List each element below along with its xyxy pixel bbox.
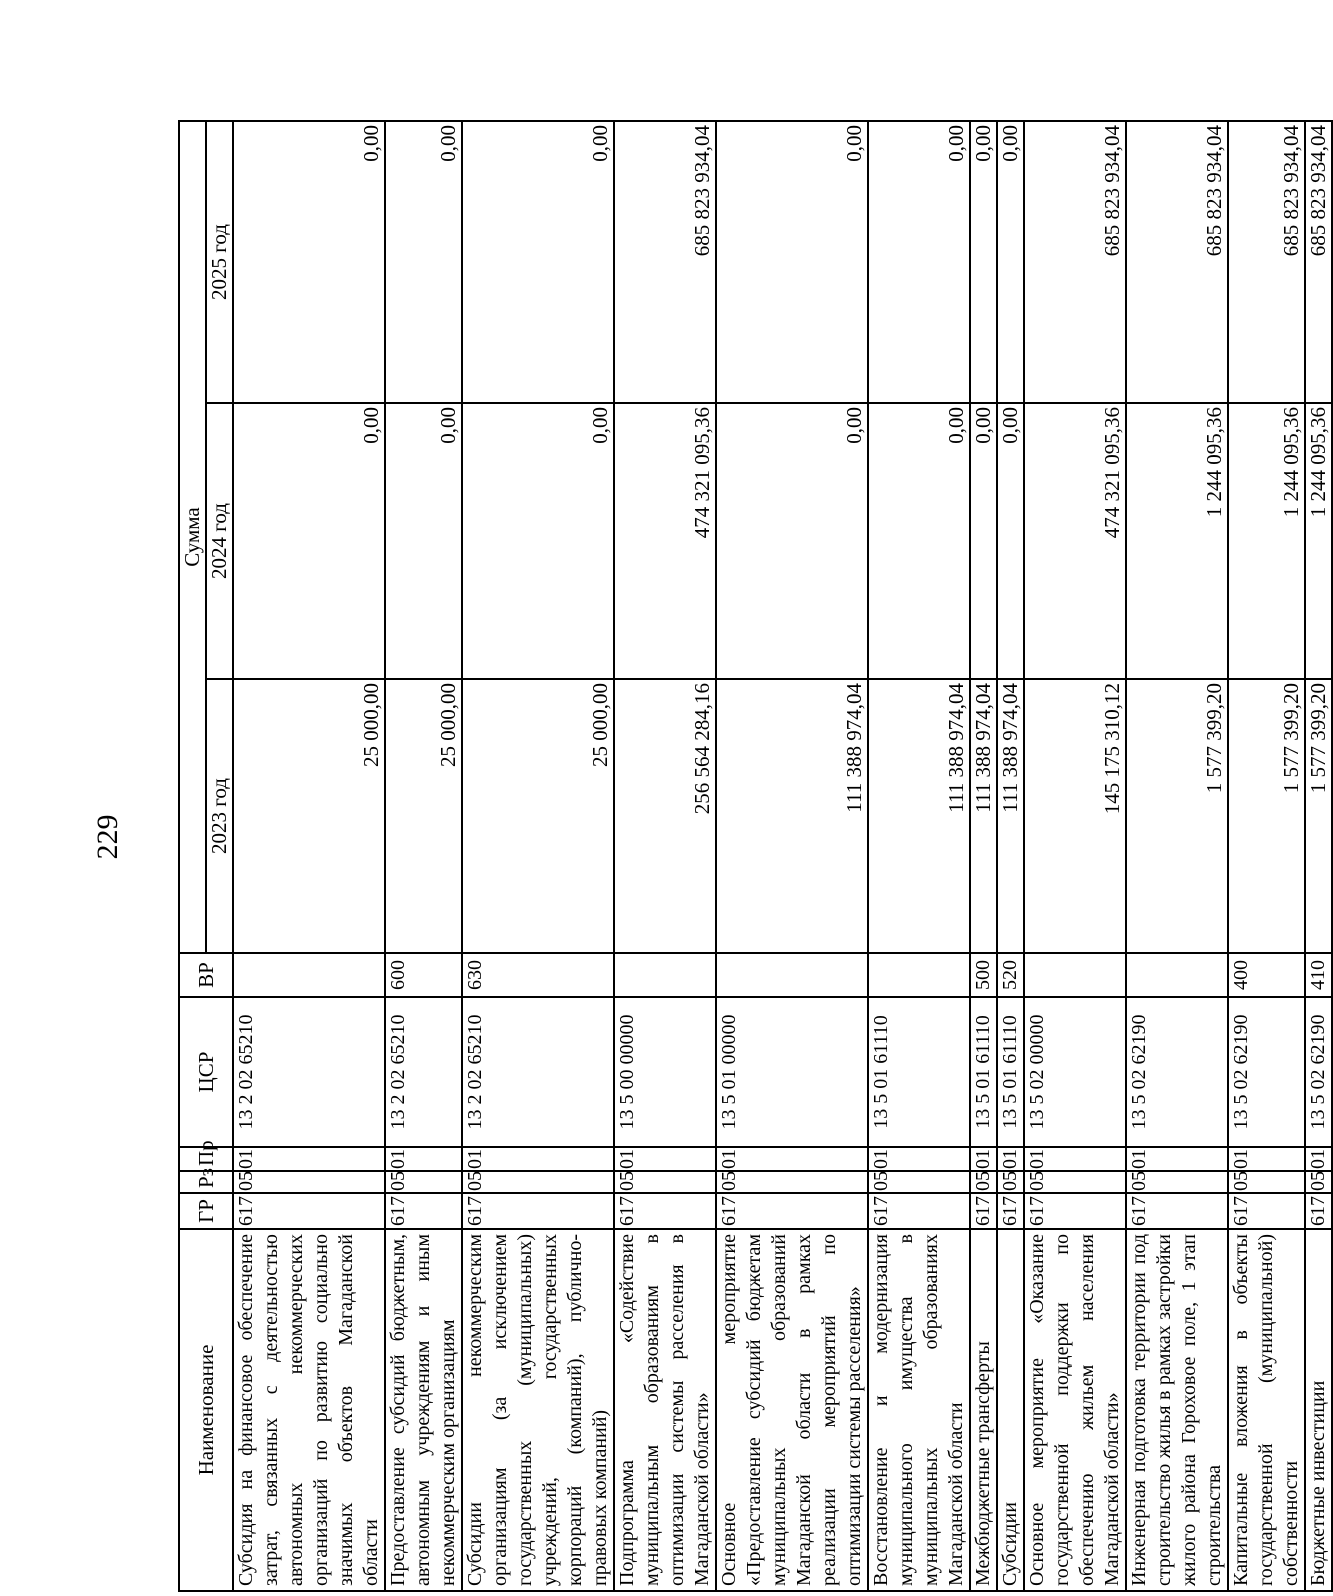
row-name: Субсидия на финансовое обеспечение затрат, связанных с деятельностью автономных некоммерческих организаций по развитию социально значимых объектов Магаданской области <box>233 1229 385 1591</box>
row-csr: 13 5 02 62190 <box>1228 997 1305 1147</box>
row-sum-2023: 111 388 974,04 <box>997 679 1024 953</box>
budget-table <box>178 120 1333 1592</box>
row-gr: 617 <box>970 1193 997 1229</box>
header-2023: 2023 год <box>206 679 233 953</box>
row-name: Межбюджетные трансферты <box>970 1229 997 1591</box>
row-sum-2023: 25 000,00 <box>462 679 614 953</box>
table-row <box>1228 121 1305 1591</box>
row-sum-2025: 0,00 <box>997 121 1024 403</box>
row-pr: 01 <box>1024 1147 1126 1171</box>
header-2024: 2024 год <box>206 403 233 679</box>
table-row <box>385 121 462 1591</box>
row-csr: 13 5 02 62190 <box>1126 997 1228 1147</box>
row-name: Субсидии <box>997 1229 1024 1591</box>
row-sum-2023: 256 564 284,16 <box>614 679 716 953</box>
row-rz: 05 <box>868 1171 970 1193</box>
row-rz: 05 <box>1305 1171 1332 1193</box>
rotated-table-wrapper <box>178 122 1330 1592</box>
row-sum-2024: 1 244 095,36 <box>1126 403 1228 679</box>
row-sum-2023: 111 388 974,04 <box>970 679 997 953</box>
row-sum-2023: 111 388 974,04 <box>716 679 868 953</box>
row-gr: 617 <box>1024 1193 1126 1229</box>
row-rz: 05 <box>614 1171 716 1193</box>
row-sum-2023: 1 577 399,20 <box>1305 679 1332 953</box>
row-sum-2023: 145 175 310,12 <box>1024 679 1126 953</box>
row-sum-2025: 0,00 <box>385 121 462 403</box>
row-gr: 617 <box>233 1193 385 1229</box>
row-sum-2025: 685 823 934,04 <box>1305 121 1332 403</box>
row-pr: 01 <box>462 1147 614 1171</box>
header-gr: ГР <box>179 1193 233 1229</box>
row-vr <box>233 953 385 997</box>
row-pr: 01 <box>614 1147 716 1171</box>
row-gr: 617 <box>614 1193 716 1229</box>
table-row <box>1126 121 1228 1591</box>
row-name: Восстановление и модернизация муниципального имущества в муниципальных образованиях Магаданской области <box>868 1229 970 1591</box>
row-rz: 05 <box>716 1171 868 1193</box>
row-vr: 630 <box>462 953 614 997</box>
table-row <box>233 121 385 1591</box>
row-name: Подпрограмма «Содействие муниципальным образованиям в оптимизации системы расселения в Магаданской области» <box>614 1229 716 1591</box>
row-vr: 410 <box>1305 953 1332 997</box>
row-sum-2024: 1 244 095,36 <box>1305 403 1332 679</box>
row-pr: 01 <box>1126 1147 1228 1171</box>
row-pr: 01 <box>385 1147 462 1171</box>
row-pr: 01 <box>716 1147 868 1171</box>
row-vr: 500 <box>970 953 997 997</box>
row-pr: 01 <box>1228 1147 1305 1171</box>
row-gr: 617 <box>1228 1193 1305 1229</box>
row-sum-2023: 25 000,00 <box>233 679 385 953</box>
row-vr <box>868 953 970 997</box>
table-row <box>462 121 614 1591</box>
header-sum: Сумма <box>179 121 206 953</box>
row-gr: 617 <box>997 1193 1024 1229</box>
row-sum-2024: 474 321 095,36 <box>1024 403 1126 679</box>
header-rz: Рз <box>179 1171 233 1193</box>
table-row <box>614 121 716 1591</box>
header-2025: 2025 год <box>206 121 233 403</box>
row-sum-2025: 0,00 <box>462 121 614 403</box>
row-rz: 05 <box>1228 1171 1305 1193</box>
row-vr <box>614 953 716 997</box>
row-sum-2025: 0,00 <box>233 121 385 403</box>
row-sum-2023: 1 577 399,20 <box>1228 679 1305 953</box>
row-pr: 01 <box>970 1147 997 1171</box>
row-csr: 13 5 01 61110 <box>868 997 970 1147</box>
table-row <box>1024 121 1126 1591</box>
row-sum-2025: 685 823 934,04 <box>1228 121 1305 403</box>
row-gr: 617 <box>462 1193 614 1229</box>
header-vr: ВР <box>179 953 233 997</box>
row-pr: 01 <box>1305 1147 1332 1171</box>
row-vr <box>716 953 868 997</box>
row-sum-2025: 685 823 934,04 <box>1126 121 1228 403</box>
row-csr: 13 5 02 00000 <box>1024 997 1126 1147</box>
table-row <box>868 121 970 1591</box>
row-vr: 600 <box>385 953 462 997</box>
row-pr: 01 <box>233 1147 385 1171</box>
row-csr: 13 2 02 65210 <box>233 997 385 1147</box>
row-sum-2024: 0,00 <box>716 403 868 679</box>
row-csr: 13 5 01 00000 <box>716 997 868 1147</box>
row-rz: 05 <box>1126 1171 1228 1193</box>
row-rz: 05 <box>233 1171 385 1193</box>
row-vr: 520 <box>997 953 1024 997</box>
table-row <box>970 121 997 1591</box>
table-row <box>716 121 868 1591</box>
row-rz: 05 <box>997 1171 1024 1193</box>
row-csr: 13 5 00 00000 <box>614 997 716 1147</box>
row-rz: 05 <box>385 1171 462 1193</box>
row-sum-2023: 1 577 399,20 <box>1126 679 1228 953</box>
row-name: Основное мероприятие «Предоставление субсидий бюджетам муниципальных образований Магаданской области в рамках реализации мероприятий по оптимизации системы расселения» <box>716 1229 868 1591</box>
row-name: Субсидии некоммерческим организациям (за исключением государственных (муниципальных) учреждений, государственных корпораций (компаний), публично-правовых компаний) <box>462 1229 614 1591</box>
row-sum-2024: 0,00 <box>385 403 462 679</box>
row-csr: 13 5 01 61110 <box>970 997 997 1147</box>
row-rz: 05 <box>1024 1171 1126 1193</box>
row-sum-2024: 1 244 095,36 <box>1228 403 1305 679</box>
row-name: Капитальные вложения в объекты государственной (муниципальной) собственности <box>1228 1229 1305 1591</box>
row-pr: 01 <box>997 1147 1024 1171</box>
row-sum-2023: 111 388 974,04 <box>868 679 970 953</box>
table-row <box>1305 121 1332 1591</box>
row-vr <box>1024 953 1126 997</box>
table-body <box>233 121 1332 1591</box>
row-sum-2025: 685 823 934,04 <box>614 121 716 403</box>
row-rz: 05 <box>462 1171 614 1193</box>
row-sum-2023: 25 000,00 <box>385 679 462 953</box>
row-gr: 617 <box>1126 1193 1228 1229</box>
row-gr: 617 <box>1305 1193 1332 1229</box>
row-sum-2024: 0,00 <box>868 403 970 679</box>
row-sum-2024: 0,00 <box>997 403 1024 679</box>
page-number: 229 <box>91 814 124 860</box>
row-pr: 01 <box>868 1147 970 1171</box>
row-sum-2024: 474 321 095,36 <box>614 403 716 679</box>
row-name: Основное мероприятие «Оказание государственной поддержки по обеспечению жильем населения Магаданской области» <box>1024 1229 1126 1591</box>
row-csr: 13 2 02 65210 <box>385 997 462 1147</box>
row-sum-2025: 0,00 <box>970 121 997 403</box>
row-csr: 13 5 01 61110 <box>997 997 1024 1147</box>
header-csr: ЦСР <box>179 997 233 1147</box>
row-name: Инженерная подготовка территории под строительство жилья в рамках застройки жилого района Гороховое поле, 1 этап строительства <box>1126 1229 1228 1591</box>
row-sum-2025: 685 823 934,04 <box>1024 121 1126 403</box>
row-csr: 13 2 02 65210 <box>462 997 614 1147</box>
row-gr: 617 <box>868 1193 970 1229</box>
row-sum-2024: 0,00 <box>462 403 614 679</box>
row-sum-2024: 0,00 <box>970 403 997 679</box>
row-name: Бюджетные инвестиции <box>1305 1229 1332 1591</box>
row-vr: 400 <box>1228 953 1305 997</box>
row-sum-2024: 0,00 <box>233 403 385 679</box>
row-sum-2025: 0,00 <box>716 121 868 403</box>
header-pr: Пр <box>179 1147 233 1171</box>
row-sum-2025: 0,00 <box>868 121 970 403</box>
table-row <box>997 121 1024 1591</box>
row-vr <box>1126 953 1228 997</box>
header-name: Наименование <box>179 1229 233 1591</box>
row-name: Предоставление субсидий бюджетным, автономным учреждениям и иным некоммерческим организациям <box>385 1229 462 1591</box>
row-csr: 13 5 02 62190 <box>1305 997 1332 1147</box>
row-gr: 617 <box>385 1193 462 1229</box>
row-rz: 05 <box>970 1171 997 1193</box>
row-gr: 617 <box>716 1193 868 1229</box>
